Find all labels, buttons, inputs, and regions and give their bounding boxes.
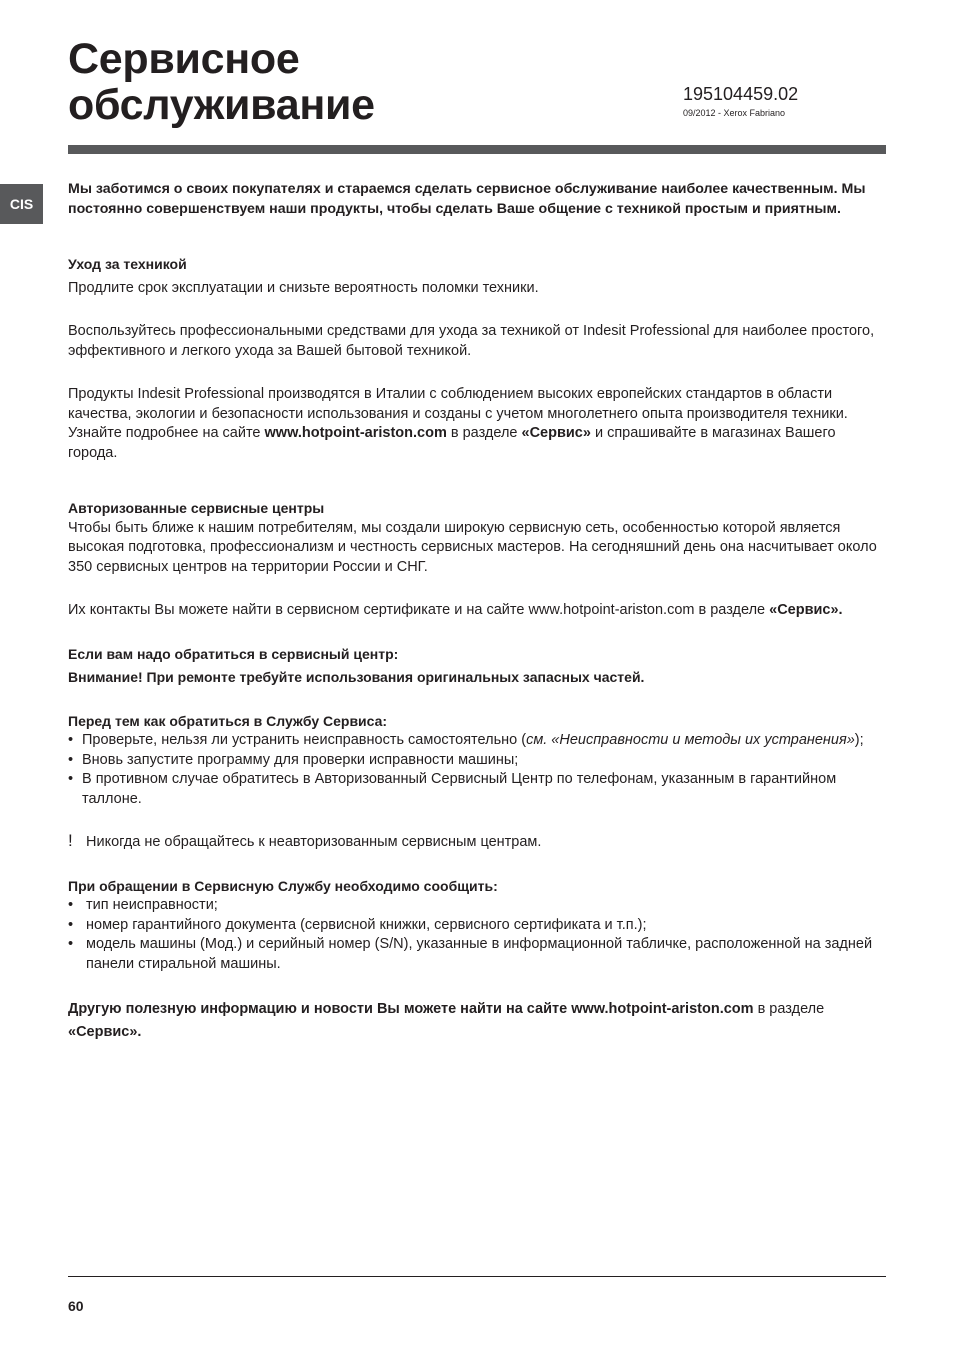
care-p3-text-b: в разделе: [446, 425, 522, 441]
before-heading: Перед тем как обратиться в Службу Сервиса:: [68, 712, 388, 729]
language-tab: CIS: [0, 184, 43, 224]
footer-divider: [68, 1276, 886, 1277]
care-heading: Уход за техникой: [68, 256, 187, 272]
list-item: • тип неисправности;: [68, 896, 886, 916]
care-p3-service: «Сервис»: [521, 425, 591, 441]
list-item: • Вновь запустите программу для проверки исправности машины;: [68, 751, 886, 771]
main-content: [68, 180, 886, 1044]
contact-warning: Внимание! При ремонте требуйте использования оригинальных запасных частей.: [68, 669, 645, 685]
footer-note-bold: Другую полезную информацию и новости Вы можете найти на сайте www.hotpoint-ariston.com: [68, 1001, 754, 1017]
care-paragraph-1: Продлите срок эксплуатации и снизьте вероятность поломки техники.: [68, 279, 539, 296]
care-p3-text-a: Продукты Indesit Professional производятся в Италии с соблюдением высоких европейских стандартов в области качества, экологии и безопасности использования и созданы с учетом многолетнего опыта производителя техники. Узнайте подробнее на сайте: [68, 386, 848, 441]
before-item-1-italic: см. «Неисправности и методы их устранения»: [526, 732, 855, 748]
care-paragraph-3: [68, 385, 886, 463]
report-heading: При обращении в Сервисную Службу необходимо сообщить:: [68, 877, 498, 894]
page-title-line-1: Сервисное: [68, 35, 300, 83]
list-item: • номер гарантийного документа (сервисной книжки, сервисного сертификата и т.п.);: [68, 916, 886, 936]
footer-note: [68, 998, 886, 1044]
before-list: [68, 731, 886, 809]
report-list: [68, 896, 886, 974]
document-meta: 09/2012 - Xerox Fabriano: [683, 108, 786, 118]
centers-paragraph-2: [68, 601, 886, 621]
page-title: [68, 36, 375, 128]
centers-p2-text: Их контакты Вы можете найти в сервисном сертификате и на сайте www.hotpoint-ariston.com в разделе: [68, 602, 770, 618]
page-number: 60: [68, 1298, 84, 1314]
footer-note-text: в разделе: [753, 1001, 825, 1017]
before-item-1-text-a: Проверьте, нельзя ли устранить неисправность самостоятельно (: [82, 732, 527, 748]
footer-note-service: «Сервис».: [68, 1024, 142, 1040]
header-divider: [68, 145, 886, 154]
centers-heading: Авторизованные сервисные центры: [68, 500, 325, 516]
before-item-1-text-b: );: [854, 732, 864, 748]
centers-paragraph-1: Чтобы быть ближе к нашим потребителям, мы создали широкую сервисную сеть, особенностью которой является высокая подготовка, профессионализм и честность сервисных мастеров. На сегодняшний день она насчитывает около 350 сервисных центров на территории России и СНГ.: [68, 519, 877, 575]
centers-p2-service: «Сервис».: [769, 602, 843, 618]
never-note: [68, 833, 886, 853]
care-paragraph-2: Воспользуйтесь профессиональными средствами для ухода за техникой от Indesit Professional для наиболее простого, эффективного и легкого ухода за Вашей бытовой техникой.: [68, 323, 875, 359]
list-item: • В противном случае обратитесь в Авторизованный Сервисный Центр по телефонам, указанным в гарантийном таллоне.: [68, 770, 886, 809]
exclamation-icon: !: [68, 831, 73, 850]
care-p3-text-c: и спрашивайте в магазинах Вашего города.: [68, 425, 836, 461]
never-note-text: Никогда не обращайтесь к неавторизованным сервисным центрам.: [86, 834, 542, 850]
intro-paragraph: Мы заботимся о своих покупателях и стараемся сделать сервисное обслуживание наиболее качественным. Мы постоянно совершенствуем наши продукты, чтобы сделать Ваше общение с техникой простым и приятным.: [68, 181, 866, 217]
care-p3-link: www.hotpoint-ariston.com: [264, 425, 447, 441]
page-title-line-2: обслуживание: [68, 81, 375, 129]
list-item: • модель машины (Мод.) и серийный номер (S/N), указанные в информационной табличке, расположенной на задней панели стиральной машины.: [68, 935, 886, 974]
list-item: [68, 731, 886, 751]
document-number: 195104459.02: [683, 84, 799, 104]
contact-heading: Если вам надо обратиться в сервисный центр:: [68, 645, 399, 662]
